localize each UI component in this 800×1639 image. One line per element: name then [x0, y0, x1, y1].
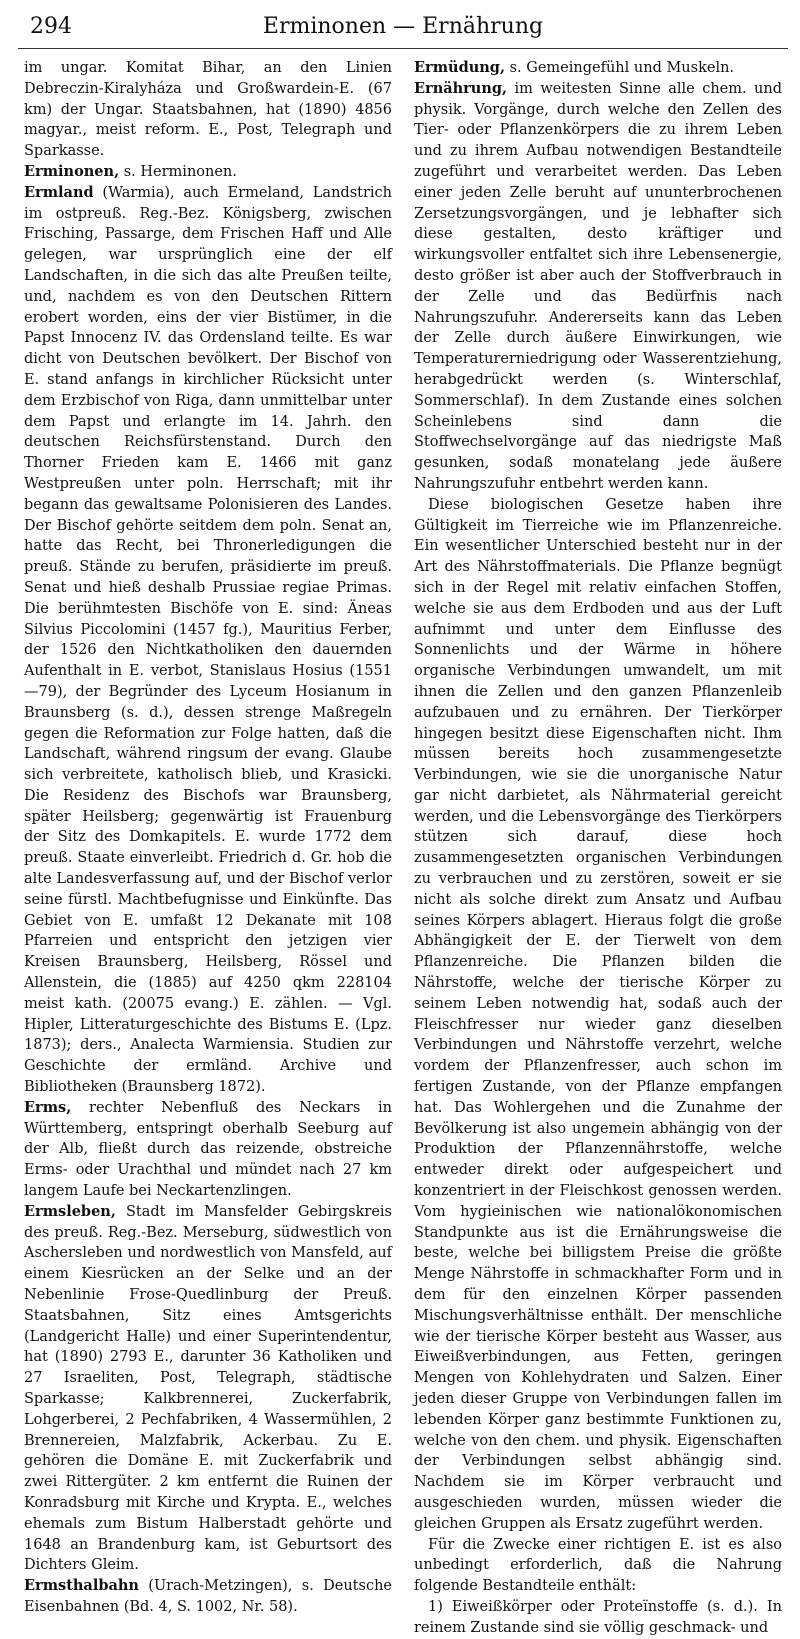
entry-paragraph: [414, 79, 782, 495]
entry-paragraph: [24, 1202, 392, 1576]
entry-text: (Warmia), auch Ermeland, Landstrich im ostpreuß. Reg.-Bez. Königsberg, zwischen Frisching, Passarge, dem Frischen Haff und Alle gelegen, war ursprünglich eine der elf Landschaften, in die sich das alte Preußen teilte, und, nachdem es von den Deutschen Rittern erobert worden, eins der vier Bistümer, in die Papst Innocenz IV. das Ordensland teilte. Es war dicht von Deutschen bevölkert. Der Bischof von E. stand anfangs in kirchlicher Rücksicht unter dem Erzbischof von Riga, dann unmittelbar unter dem Papst und erlangte im 14. Jahrh. den deutschen Reichsfürstenstand. Durch den Thorner Frieden kam E. 1466 mit ganz Westpreußen unter poln. Herrschaft; mit ihr begann das gewaltsame Polonisieren des Landes. Der Bischof gehörte seitdem dem poln. Senat an, hatte das Recht, bei Thronerledigungen die preuß. Stände zu berufen, präsidierte im preuß. Senat und hieß deshalb Prussiae regiae Primas. Die berühmtesten Bischöfe von E. sind: Äneas Silvius Piccolomini (1457 fg.), Mauritius Ferber, der 1526 den Nichtkatholiken den dauernden Aufenthalt in E. verbot, Stanislaus Hosius (1551—79), der Begründer des Lyceum Hosianum in Braunsberg (s. d.), dessen strenge Maßregeln gegen die Reformation zur Folge hatten, daß die Landschaft, während ringsum der evang. Glaube sich verbreitete, katholisch blieb, und Krasicki. Die Residenz des Bischofs war Braunsberg, später Heilsberg; gegenwärtig ist Frauenburg der Sitz des Domkapitels. E. wurde 1772 dem preuß. Staate einverleibt. Friedrich d. Gr. hob die alte Landesverfassung auf, und der Bischof verlor seine fürstl. Machtbefugnisse und Einkünfte. Das Gebiet von E. umfaßt 12 Dekanate mit 108 Pfarreien und entspricht den jetzigen vier Kreisen Braunsberg, Heilsberg, Rössel und Allenstein, die (1885) auf 4250 qkm 228104 meist kath. (20075 evang.) E. zählen. — Vgl. Hipler, Litteraturgeschichte des Bistums E. (Lpz. 1873); ders., Analecta Warmiensia. Studien zur Geschichte der ermländ. Archive und Bibliotheken (Braunsberg 1872).: [24, 184, 392, 1096]
entry-paragraph: [414, 1535, 782, 1597]
entry-headword: Ermüdung,: [414, 59, 505, 76]
entry-text: Stadt im Mansfelder Gebirgskreis des preuß. Reg.-Bez. Merseburg, südwestlich von Aschersleben und nordwestlich von Mansfeld, auf einem Kiesrücken an der Selke und an der Nebenlinie Frose-Quedlinburg der Preuß. Staatsbahnen, Sitz eines Amtsgerichts (Landgericht Halle) und einer Superintendentur, hat (1890) 2793 E., darunter 36 Katholiken und 27 Israeliten, Post, Telegraph, städtische Sparkasse; Kalkbrennerei, Zuckerfabrik, Lohgerberei, 2 Pechfabriken, 4 Wassermühlen, 2 Brennereien, Malzfabrik, Ackerbau. Zu E. gehören die Domäne E. mit Zuckerfabrik und zwei Rittergüter. 2 km entfernt die Ruinen der Konradsburg mit Kirche und Krypta. E., welches ehemals zum Bistum Halberstadt gehörte und 1648 an Brandenburg kam, ist Geburtsort des Dichters Gleim.: [24, 1203, 392, 1574]
entry-text: 1) Eiweißkörper oder Proteïnstoffe (s. d.). In reinem Zustande sind sie völlig geschmack- und: [414, 1598, 782, 1636]
entry-text: im ungar. Komitat Bihar, an den Linien Debreczin-Kiralyháza und Großwardein-E. (67 km) der Ungar. Staatsbahnen, hat (1890) 4856 magyar., meist reform. E., Post, Telegraph und Sparkasse.: [24, 60, 392, 160]
entry-text: (Urach-Metzingen), s. Deutsche Eisenbahnen (Bd. 4, S. 1002, Nr. 58).: [24, 1578, 392, 1615]
entry-text: rechter Nebenfluß des Neckars in Württemberg, entspringt oberhalb Seeburg auf der Alb, fließt durch das reizende, obstreiche Erms- oder Urachthal und mündet nach 27 km langem Laufe bei Neckartenzlingen.: [24, 1099, 392, 1200]
entry-headword: Erminonen,: [24, 162, 120, 180]
two-column-body: [24, 58, 782, 1636]
entry-headword: Ermsthalbahn: [24, 1577, 139, 1595]
entry-headword: Erms,: [24, 1098, 72, 1116]
entry-text: Diese biologischen Gesetze haben ihre Gültigkeit im Tierreiche wie im Pflanzenreiche. Ein wesentlicher Unterschied besteht nur in der Art des Nährstoffmaterials. Die Pflanze begnügt sich in der Regel mit relativ einfachen Stoffen, welche sie aus dem Erdboden und aus der Luft aufnimmt und unter dem Einflusse des Sonnenlichts und der Wärme in höhere organische Verbindungen umwandelt, um mit ihnen die Zellen und den ganzen Pflanzenleib aufzubauen und zu ernähren. Der Tierkörper hingegen besitzt diese Eigenschaften nicht. Ihm müssen bereits hoch zusammengesetzte Verbindungen, wie sie die unorganische Natur gar nicht darbietet, als Nährmaterial gereicht werden, und die Lebensvorgänge des Tierkörpers stützen sich darauf, diese hoch zusammengesetzten organischen Verbindungen zu verbrauchen und zu zerstören, soweit er sie nicht als solche direkt zum Ansatz und Aufbau seines Körpers ablagert. Hieraus folgt die große Abhängigkeit der E. der Tierwelt von dem Pflanzenreiche. Die Pflanzen bilden die Nährstoffe, welche der tierische Körper zu seinem Leben notwendig hat, sodaß auch der Fleischfresser nur wieder ganz dieselben Verbindungen und Nährstoffe verzehrt, welche vordem der Pflanzenfresser, auch schon im fertigen Zustande, von der Pflanze empfangen hat. Das Wohlergehen und die Zunahme der Bevölkerung ist also ungemein abhängig von der Produktion der Pflanzennährstoffe, welche entweder direkt oder aufgespeichert und konzentriert in der Fleischkost genossen werden. Vom hygieinischen wie nationalökonomischen Standpunkte aus ist die Ernährungsweise die beste, welche bei billigstem Preise die größte Menge Nährstoffe in schmackhafter Form und in dem für den einzelnen Körper passenden Mischungsverhältnisse enthält. Der menschliche wie der tierische Körper besteht aus Wasser, aus Eiweißverbindungen, aus Fetten, geringen Mengen von Kohlehydraten und Salzen. Einer jeden dieser Gruppe von Verbindungen fallen im lebenden Körper ganz bestimmte Funktionen zu, welche von den chem. und physik. Eigenschaften der Verbindungen selbst abhängig sind. Nachdem sie im Körper verbraucht und ausgeschieden wurden, müssen wieder die gleichen Gruppen als Ersatz zugeführt werden.: [414, 496, 782, 1532]
entry-headword: Ernährung,: [414, 79, 508, 97]
entry-paragraph: [24, 183, 392, 1098]
entry-paragraph: [24, 162, 392, 183]
entry-paragraph: [24, 58, 392, 162]
entry-text: s. Gemeingefühl und Muskeln.: [505, 60, 735, 76]
entry-paragraph: [414, 495, 782, 1535]
left-column: [24, 58, 392, 1615]
page-number: 294: [30, 14, 72, 39]
entry-text: s. Herminonen.: [119, 163, 237, 180]
right-column: [414, 58, 782, 1636]
entry-paragraph: [414, 58, 782, 79]
entry-text: im weitesten Sinne alle chem. und physik. Vorgänge, durch welche den Zellen des Tier- oder Pflanzenkörpers die zu ihrem Leben und zu ihrem Aufbau notwendigen Bestandteile zugeführt und verarbeitet werden. Das Leben einer jeden Zelle beruht auf ununterbrochenen Zersetzungsvorgängen, und je lebhafter sich diese gestalten, desto kräftiger und wirkungsvoller entfaltet sich ihre Lebensenergie, desto größer ist aber auch der Stoffverbrauch in der Zelle und das Bedürfnis nach Nahrungszufuhr. Andererseits kann das Leben der Zelle durch äußere Einwirkungen, wie Temperaturerniedrigung oder Wasserentziehung, herabgedrückt werden (s. Winterschlaf, Sommerschlaf). In dem Zustande eines solchen Scheinlebens sind dann die Stoffwechselvorgänge auf das niedrigste Maß gesunken, sodaß monatelang jede äußere Nahrungszufuhr entbehrt werden kann.: [414, 80, 782, 492]
running-title: Erminonen — Ernährung: [262, 14, 544, 39]
entry-headword: Ermland: [24, 183, 94, 201]
entry-paragraph: [24, 1098, 392, 1202]
entry-paragraph: [414, 1597, 782, 1639]
entry-text: Für die Zwecke einer richtigen E. ist es also unbedingt erforderlich, daß die Nahrung folgende Bestandteile enthält:: [414, 1536, 782, 1595]
entry-headword: Ermsleben,: [24, 1202, 116, 1220]
entry-paragraph: [24, 1576, 392, 1618]
page-header: [18, 12, 788, 49]
